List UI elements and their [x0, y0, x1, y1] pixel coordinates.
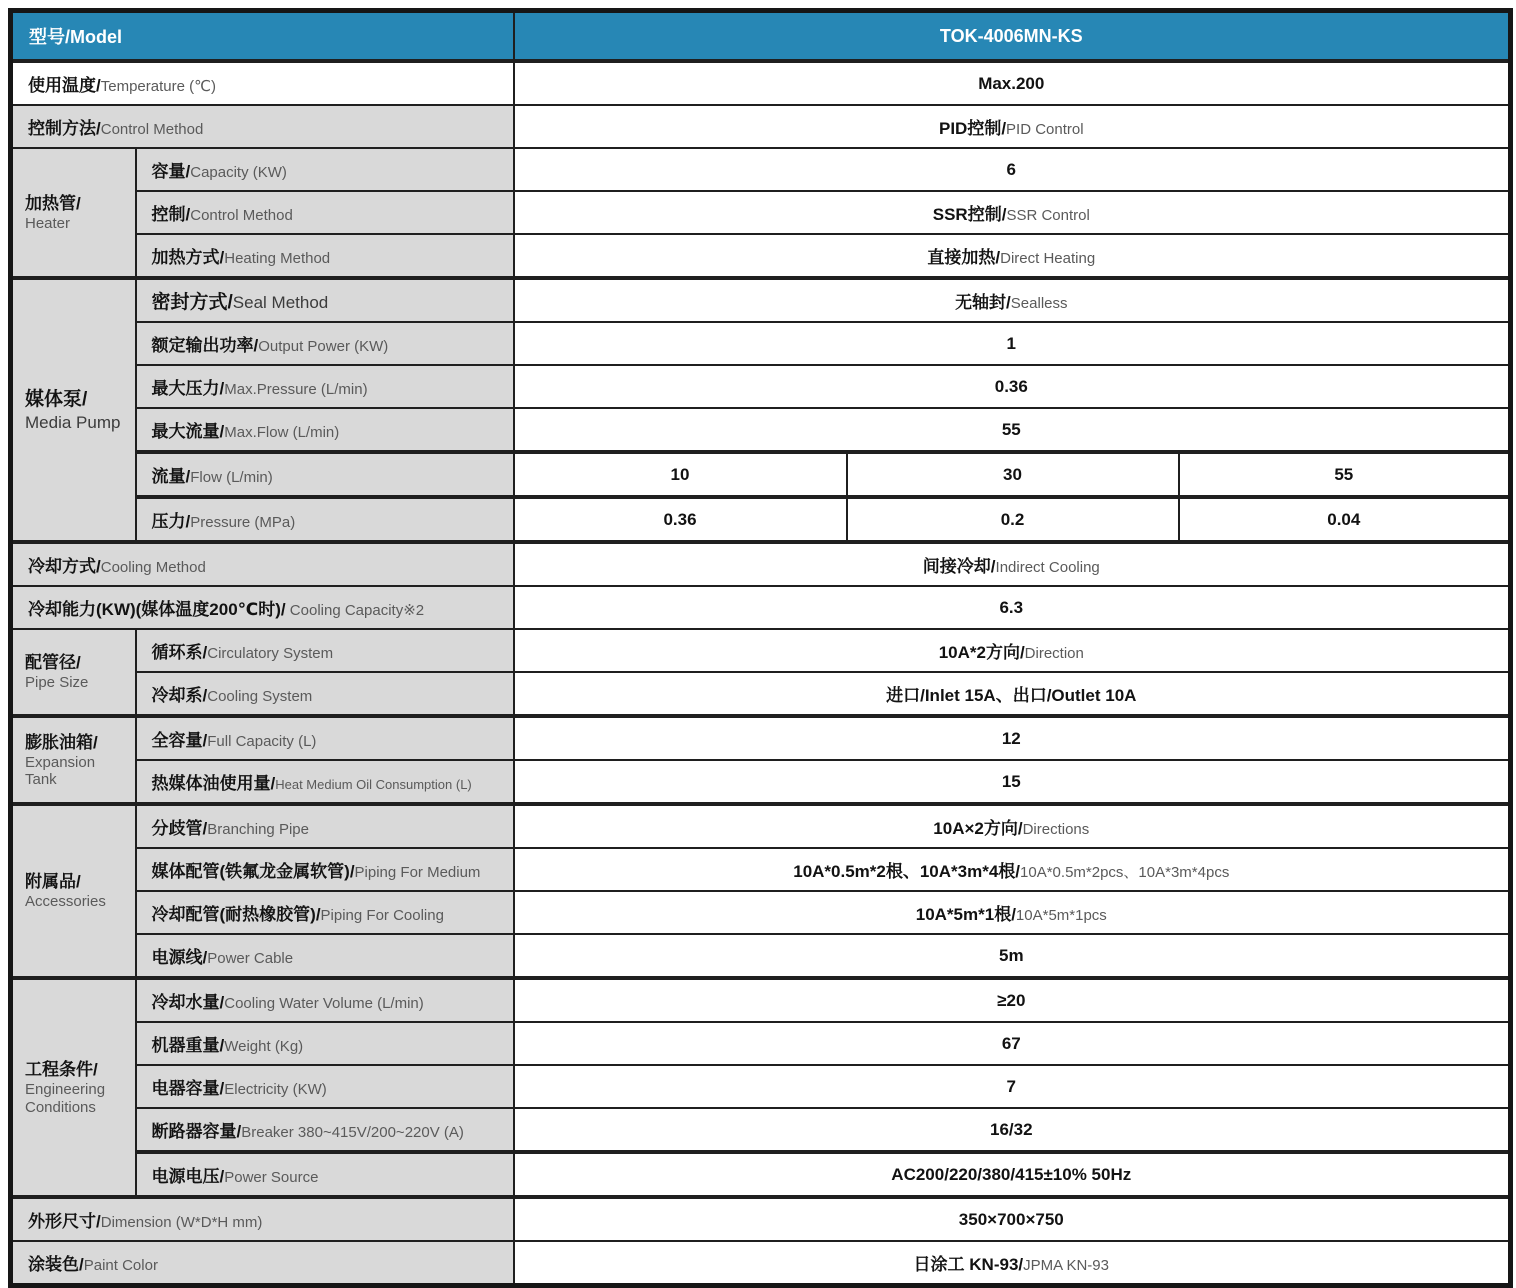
heater-group-label — [11, 148, 136, 278]
piping-medium-label-en: Piping For Medium — [354, 864, 481, 881]
heater-control-label — [136, 191, 514, 234]
heating-method-value — [514, 234, 1511, 278]
branching-pipe-label-en: Branching Pipe — [207, 821, 309, 838]
circulatory-label — [136, 629, 514, 672]
expansion-tank-group-label — [11, 716, 136, 804]
power-source-value — [514, 1152, 1511, 1197]
dimension-label — [11, 1197, 514, 1241]
max-pressure-value — [514, 365, 1511, 408]
piping-cooling-label-zh: 冷却配管(耐热橡胶管)/ — [151, 905, 321, 924]
cooling-capacity-label-zh: 冷却能力(KW)(媒体温度200℃时)/ — [28, 600, 286, 619]
piping-medium-label-zh: 媒体配管(铁氟龙金属软管)/ — [151, 862, 355, 881]
output-power-label-en: Output Power (KW) — [258, 338, 389, 355]
row-pump-max-pressure — [11, 365, 1511, 408]
max-pressure-label — [136, 365, 514, 408]
control-method-value-en: PID Control — [1006, 121, 1084, 138]
row-acc-branching — [11, 804, 1511, 848]
pressure-value-1-text: 0.36 — [663, 509, 697, 529]
branching-pipe-value-zh: 10A×2方向/ — [933, 819, 1023, 838]
paint-color-label-en: Paint Color — [83, 1257, 158, 1274]
model-label — [11, 11, 514, 62]
max-flow-value-text: 55 — [1001, 419, 1021, 439]
control-method-label — [11, 105, 514, 148]
heater-capacity-value-text: 6 — [1006, 159, 1017, 179]
paint-color-label-zh: 涂装色/ — [28, 1255, 84, 1274]
temperature-label — [11, 61, 514, 105]
cooling-capacity-label — [11, 586, 514, 629]
control-method-value — [514, 105, 1511, 148]
piping-cooling-label — [136, 891, 514, 934]
heating-method-label-zh: 加热方式/ — [151, 248, 225, 267]
row-acc-piping-medium — [11, 848, 1511, 891]
piping-cooling-value-zh: 10A*5m*1根/ — [915, 905, 1016, 924]
max-flow-label — [136, 408, 514, 452]
row-heater-heating-method — [11, 234, 1511, 278]
branching-pipe-label — [136, 804, 514, 848]
piping-cooling-label-en: Piping For Cooling — [320, 907, 444, 924]
max-flow-value — [514, 408, 1511, 452]
piping-cooling-value-en: 10A*5m*1pcs — [1015, 907, 1107, 924]
flow-label-en: Flow (L/min) — [190, 469, 273, 486]
cooling-system-label-en: Cooling System — [207, 688, 313, 705]
heater-capacity-label — [136, 148, 514, 191]
cooling-capacity-label-en: Cooling Capacity※2 — [285, 602, 425, 619]
row-cooling-capacity — [11, 586, 1511, 629]
seal-method-value — [514, 278, 1511, 322]
circulatory-label-zh: 循环系/ — [151, 643, 208, 662]
piping-medium-value-zh: 10A*0.5m*2根、10A*3m*4根/ — [793, 862, 1021, 881]
row-pump-output-power — [11, 322, 1511, 365]
branching-pipe-label-zh: 分歧管/ — [151, 819, 208, 838]
weight-label-zh: 机器重量/ — [151, 1036, 225, 1055]
electricity-label-zh: 电器容量/ — [151, 1079, 225, 1098]
output-power-value — [514, 322, 1511, 365]
oil-consumption-label-en: Heat Medium Oil Consumption (L) — [275, 777, 472, 792]
accessories-group-label — [11, 804, 136, 978]
weight-label — [136, 1022, 514, 1065]
dimension-value — [514, 1197, 1511, 1241]
pressure-label-en: Pressure (MPa) — [190, 514, 296, 531]
model-value-text: TOK-4006MN-KS — [939, 25, 1083, 46]
seal-method-value-en: Sealless — [1010, 295, 1068, 312]
expansion-tank-group-en: Expansion Tank — [25, 753, 96, 789]
accessories-group-zh: 附属品/ — [25, 872, 81, 892]
circulatory-value-en: Direction — [1024, 645, 1084, 662]
temperature-label-zh: 使用温度/ — [28, 76, 101, 95]
cooling-capacity-value — [514, 586, 1511, 629]
paint-color-value — [514, 1241, 1511, 1286]
output-power-label — [136, 322, 514, 365]
row-eng-electricity — [11, 1065, 1511, 1108]
oil-consumption-label-zh: 热媒体油使用量/ — [151, 774, 276, 793]
breaker-label-en: Breaker 380~415V/200~220V (A) — [241, 1124, 464, 1141]
row-tank-oil-consumption — [11, 760, 1511, 804]
cooling-water-label-zh: 冷却水量/ — [151, 993, 225, 1012]
heater-control-label-en: Control Method — [190, 207, 293, 224]
control-method-label-en: Control Method — [100, 121, 204, 138]
max-pressure-value-text: 0.36 — [994, 376, 1028, 396]
flow-value-2 — [847, 452, 1179, 497]
cooling-method-value-zh: 间接冷却/ — [922, 557, 996, 576]
spec-table — [8, 8, 1513, 1288]
piping-medium-value-en: 10A*0.5m*2pcs、10A*3m*4pcs — [1020, 864, 1230, 881]
power-cable-label — [136, 934, 514, 978]
pipe-size-group-label — [11, 629, 136, 716]
heater-group-zh: 加热管/ — [25, 193, 81, 213]
flow-value-1-text: 10 — [670, 464, 690, 484]
control-method-label-zh: 控制方法/ — [28, 119, 101, 138]
cooling-method-label-zh: 冷却方式/ — [28, 557, 101, 576]
temperature-value-text: Max.200 — [978, 73, 1045, 93]
breaker-value — [514, 1108, 1511, 1152]
power-source-value-text: AC200/220/380/415±10% 50Hz — [891, 1164, 1132, 1184]
control-method-value-zh: PID控制/ — [938, 119, 1007, 138]
cooling-capacity-value-text: 6.3 — [999, 597, 1024, 617]
engineering-group-label — [11, 978, 136, 1197]
row-eng-power-source — [11, 1152, 1511, 1197]
breaker-value-text: 16/32 — [990, 1119, 1033, 1139]
row-model — [11, 11, 1511, 62]
cooling-method-label — [11, 542, 514, 586]
row-heater-capacity — [11, 148, 1511, 191]
media-pump-group-zh: 媒体泵/ — [25, 388, 88, 410]
pipe-size-group-en: Pipe Size — [25, 674, 89, 692]
cooling-water-label — [136, 978, 514, 1022]
media-pump-group-label — [11, 278, 136, 542]
paint-color-value-zh: 日涂工 KN-93/ — [913, 1255, 1024, 1274]
pipe-size-group-zh: 配管径/ — [25, 653, 81, 673]
heating-method-value-en: Direct Heating — [1000, 250, 1096, 267]
row-cooling-method — [11, 542, 1511, 586]
weight-value-text: 67 — [1001, 1033, 1021, 1053]
heater-capacity-value — [514, 148, 1511, 191]
breaker-label — [136, 1108, 514, 1152]
oil-consumption-value-text: 15 — [1001, 771, 1021, 791]
row-eng-cooling-water — [11, 978, 1511, 1022]
power-cable-label-zh: 电源线/ — [151, 948, 208, 967]
row-paint-color — [11, 1241, 1511, 1286]
model-label-en: Model — [70, 27, 123, 47]
pressure-label-zh: 压力/ — [151, 512, 191, 531]
pressure-value-2-text: 0.2 — [1000, 509, 1025, 529]
flow-label — [136, 452, 514, 497]
heater-group-en: Heater — [25, 214, 71, 232]
pressure-value-2 — [847, 497, 1179, 542]
pressure-label — [136, 497, 514, 542]
heater-control-label-zh: 控制/ — [151, 205, 191, 224]
engineering-group-zh: 工程条件/ — [25, 1060, 98, 1080]
row-pump-seal — [11, 278, 1511, 322]
row-temperature — [11, 61, 1511, 105]
heating-method-value-zh: 直接加热/ — [927, 248, 1001, 267]
temperature-label-en: Temperature (℃) — [100, 78, 216, 95]
heating-method-label — [136, 234, 514, 278]
seal-method-label-zh: 密封方式/ — [151, 292, 233, 313]
output-power-value-text: 1 — [1006, 333, 1017, 353]
cooling-water-label-en: Cooling Water Volume (L/min) — [224, 995, 424, 1012]
electricity-value-text: 7 — [1006, 1076, 1017, 1096]
electricity-value — [514, 1065, 1511, 1108]
power-cable-label-en: Power Cable — [207, 950, 294, 967]
circulatory-value — [514, 629, 1511, 672]
weight-label-en: Weight (Kg) — [224, 1038, 304, 1055]
dimension-label-en: Dimension (W*D*H mm) — [100, 1214, 263, 1231]
row-control-method — [11, 105, 1511, 148]
branching-pipe-value — [514, 804, 1511, 848]
paint-color-label — [11, 1241, 514, 1286]
cooling-water-value — [514, 978, 1511, 1022]
cooling-system-value-zh: 进口/Inlet 15A、出口/Outlet 10A — [886, 686, 1137, 705]
max-flow-label-en: Max.Flow (L/min) — [224, 424, 340, 441]
branching-pipe-value-en: Directions — [1022, 821, 1090, 838]
seal-method-label-en: Seal Method — [232, 293, 329, 312]
row-pipe-cooling-system — [11, 672, 1511, 716]
paint-color-value-en: JPMA KN-93 — [1023, 1257, 1109, 1274]
breaker-label-zh: 断路器容量/ — [151, 1122, 242, 1141]
heater-control-value-en: SSR Control — [1006, 207, 1090, 224]
pressure-value-3-text: 0.04 — [1327, 509, 1361, 529]
weight-value — [514, 1022, 1511, 1065]
flow-value-3 — [1179, 452, 1511, 497]
row-pipe-circulatory — [11, 629, 1511, 672]
dimension-value-text: 350×700×750 — [958, 1209, 1064, 1229]
power-cable-value — [514, 934, 1511, 978]
heater-capacity-label-en: Capacity (KW) — [190, 164, 287, 181]
cooling-method-value-en: Indirect Cooling — [995, 559, 1100, 576]
heater-control-value — [514, 191, 1511, 234]
cooling-system-label — [136, 672, 514, 716]
dimension-label-zh: 外形尺寸/ — [28, 1212, 101, 1231]
expansion-tank-group-zh: 膨胀油箱/ — [25, 732, 98, 752]
heater-capacity-label-zh: 容量/ — [151, 162, 191, 181]
cooling-method-value — [514, 542, 1511, 586]
flow-value-3-text: 55 — [1334, 464, 1354, 484]
pressure-value-3 — [1179, 497, 1511, 542]
piping-medium-value — [514, 848, 1511, 891]
flow-label-zh: 流量/ — [151, 467, 191, 486]
heater-control-value-zh: SSR控制/ — [932, 205, 1007, 224]
heating-method-label-en: Heating Method — [224, 250, 331, 267]
row-acc-piping-cooling — [11, 891, 1511, 934]
cooling-system-label-zh: 冷却系/ — [151, 686, 208, 705]
oil-consumption-label — [136, 760, 514, 804]
max-flow-label-zh: 最大流量/ — [151, 422, 225, 441]
seal-method-label — [136, 278, 514, 322]
pressure-value-1 — [514, 497, 847, 542]
circulatory-value-zh: 10A*2方向/ — [938, 643, 1025, 662]
row-eng-breaker — [11, 1108, 1511, 1152]
electricity-label — [136, 1065, 514, 1108]
oil-consumption-value — [514, 760, 1511, 804]
cooling-system-value — [514, 672, 1511, 716]
row-dimension — [11, 1197, 1511, 1241]
flow-value-2-text: 30 — [1003, 464, 1022, 484]
max-pressure-label-en: Max.Pressure (L/min) — [224, 381, 368, 398]
row-tank-full-capacity — [11, 716, 1511, 760]
full-capacity-value-text: 12 — [1001, 728, 1021, 748]
row-pump-pressure — [11, 497, 1511, 542]
temperature-value — [514, 61, 1511, 105]
electricity-label-en: Electricity (KW) — [224, 1081, 327, 1098]
accessories-group-en: Accessories — [25, 893, 106, 911]
seal-method-value-zh: 无轴封/ — [955, 293, 1011, 312]
full-capacity-value — [514, 716, 1511, 760]
power-cable-value-text: 5m — [998, 945, 1024, 965]
full-capacity-label-en: Full Capacity (L) — [207, 733, 317, 750]
row-acc-power-cable — [11, 934, 1511, 978]
cooling-water-value-text: ≥20 — [997, 990, 1026, 1010]
power-source-label-en: Power Source — [224, 1169, 319, 1186]
row-eng-weight — [11, 1022, 1511, 1065]
cooling-method-label-en: Cooling Method — [100, 559, 206, 576]
piping-cooling-value — [514, 891, 1511, 934]
row-heater-control — [11, 191, 1511, 234]
row-pump-max-flow — [11, 408, 1511, 452]
max-pressure-label-zh: 最大压力/ — [151, 379, 225, 398]
engineering-group-en: Engineering Conditions — [25, 1081, 106, 1116]
output-power-label-zh: 额定输出功率/ — [151, 336, 259, 355]
row-pump-flow — [11, 452, 1511, 497]
circulatory-label-en: Circulatory System — [207, 645, 334, 662]
power-source-label — [136, 1152, 514, 1197]
model-label-zh: 型号/ — [29, 27, 71, 47]
full-capacity-label-zh: 全容量/ — [151, 731, 208, 750]
media-pump-group-en: Media Pump — [25, 412, 121, 432]
piping-medium-label — [136, 848, 514, 891]
full-capacity-label — [136, 716, 514, 760]
flow-value-1 — [514, 452, 847, 497]
power-source-label-zh: 电源电压/ — [151, 1167, 225, 1186]
model-value — [514, 11, 1511, 62]
